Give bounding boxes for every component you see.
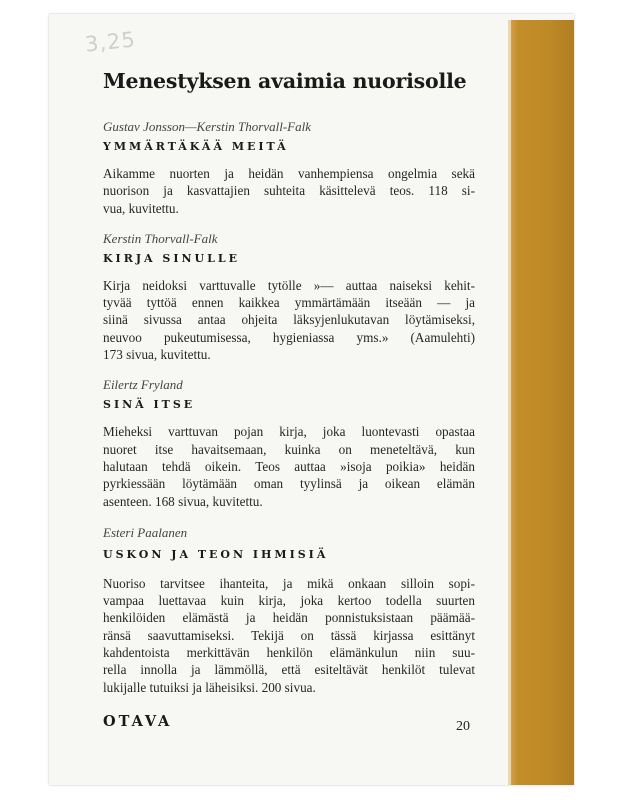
book-author: Kerstin Thorvall-Falk bbox=[103, 230, 218, 246]
description-line: henkilöiden elämästä ja heidän ponnistuksistaan päämää- bbox=[103, 610, 475, 626]
description-line: Nuoriso tarvitsee ihanteita, ja mikä onkaan silloin sopi- bbox=[103, 575, 475, 591]
description-line: kahdentoista merkittävän henkilön elämänkulun niin suu- bbox=[103, 645, 475, 661]
book-entry bbox=[103, 118, 475, 217]
book-title: YMMÄRTÄKÄÄ MEITÄ bbox=[103, 140, 289, 153]
description-line: ränsä saavuttamiseksi. Tekijä on tässä kirjassa esittänyt bbox=[103, 627, 475, 643]
description-line: Mieheksi varttuvan pojan kirja, joka luontevasti opastaa bbox=[103, 424, 475, 440]
book-author: Esteri Paalanen bbox=[103, 524, 188, 540]
book-title: KIRJA SINULLE bbox=[103, 251, 241, 265]
book-entry bbox=[103, 230, 475, 363]
pencil-price-note: 3,25 bbox=[83, 27, 137, 57]
publisher-name: OTAVA bbox=[103, 713, 173, 730]
description-line: rella innolla ja lämmöllä, että esiteltävät henkilöt tulevat bbox=[103, 662, 475, 678]
description-line: nuorison ja kasvattajien suhteita käsittelevä teos. 118 si- bbox=[103, 183, 475, 199]
description-line: vua, kuvitettu. bbox=[103, 200, 179, 216]
description-line: halutaan tehdä oikein. Teos auttaa »isoja poikia» heidän bbox=[103, 458, 475, 474]
page-number: 20 bbox=[456, 719, 470, 734]
description-line: pyrkiessään löytämään oman tyylinsä ja oikean elämän bbox=[103, 476, 475, 492]
description-line: tyvää tyttöä ennen kaikkea ymmärtämään itseään — ja bbox=[103, 295, 475, 311]
book-description bbox=[103, 165, 475, 217]
book-title: USKON JA TEON IHMISIÄ bbox=[103, 547, 329, 561]
description-line: Kirja neidoksi varttuvalle tytölle »— auttaa naiseksi kehit- bbox=[103, 277, 475, 293]
description-line: nuoret itse havaitsemaan, kuinka on meneteltävä, kun bbox=[103, 441, 475, 457]
description-line: siinä sivussa antaa ohjeita läksyjenlukutavan löytämiseksi, bbox=[103, 312, 475, 328]
description-line: vampaa luettavaa kuin kirja, joka kertoo todella suurten bbox=[103, 593, 475, 609]
book-description bbox=[103, 575, 475, 696]
book-author: Gustav Jonsson—Kerstin Thorvall-Falk bbox=[103, 119, 311, 134]
description-line: asenteen. 168 sivua, kuvitettu. bbox=[103, 493, 263, 509]
book-entry bbox=[103, 376, 475, 509]
book-description bbox=[103, 277, 475, 363]
description-line: neuvoo pukeutumisessa, hygieniassa yms.» (Aamulehti) bbox=[103, 329, 475, 345]
book-title: SINÄ ITSE bbox=[103, 398, 196, 412]
book-entry bbox=[103, 524, 475, 696]
book-description bbox=[103, 423, 475, 509]
description-line: Aikamme nuorten ja heidän vanhempiensa ongelmia sekä bbox=[103, 166, 475, 181]
description-line: 173 sivua, kuvitettu. bbox=[103, 347, 211, 363]
book-list bbox=[103, 64, 475, 696]
book-spine bbox=[511, 20, 574, 785]
description-line: lukijalle tutuiksi ja läheisiksi. 200 sivua. bbox=[103, 679, 316, 695]
book-author: Eilertz Fryland bbox=[103, 377, 183, 393]
page-heading: Menestyksen avaimia nuorisolle bbox=[103, 69, 467, 93]
